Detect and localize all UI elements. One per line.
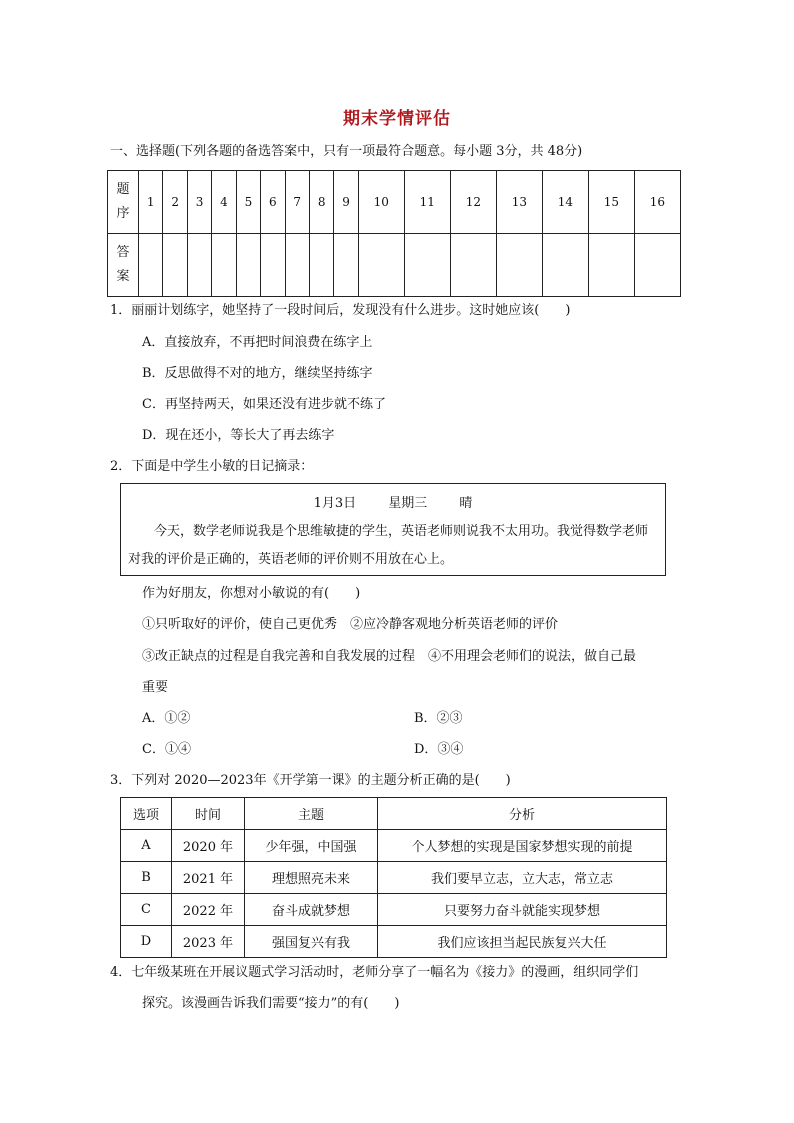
question-4-stem: 4．七年级某班在开展议题式学习活动时，老师分享了一幅名为《接力》的漫画，组织同学们: [110, 965, 639, 980]
grid-number: 2: [163, 171, 187, 234]
table-header: 主题: [245, 798, 378, 830]
answer-cell[interactable]: [236, 234, 260, 297]
table-cell: 我们要早立志，立大志，常立志: [378, 862, 667, 894]
diary-box: [120, 483, 666, 576]
answer-grid: [107, 170, 681, 297]
answer-cell[interactable]: [634, 234, 680, 297]
table-row: [121, 830, 667, 862]
answer-cell[interactable]: [163, 234, 187, 297]
grid-row-label: [108, 171, 139, 234]
q2-statements-wrap: 重要: [142, 680, 169, 695]
grid-number: 6: [261, 171, 285, 234]
label-char: 序: [116, 206, 130, 221]
diary-body: 今天，数学老师说我是个思维敏捷的学生，英语老师则说我不太用功。我觉得数学老师对我的评价是正确的，英语老师的评价则不用放在心上。: [128, 524, 649, 567]
question-3-stem: 3．下列对 2020—2023年《开学第一课》的主题分析正确的是( ): [110, 773, 511, 788]
grid-number: 14: [542, 171, 588, 234]
answer-cell[interactable]: [542, 234, 588, 297]
theme-analysis-table: [120, 797, 667, 958]
table-cell: 奋斗成就梦想: [245, 894, 378, 926]
grid-number: 8: [309, 171, 333, 234]
table-cell: 我们应该担当起民族复兴大任: [378, 926, 667, 958]
answer-cell[interactable]: [309, 234, 333, 297]
table-cell: D: [121, 926, 172, 958]
table-cell: 2023 年: [172, 926, 245, 958]
diary-weekday: 星期三: [388, 496, 428, 511]
table-cell: A: [121, 830, 172, 862]
answer-cell[interactable]: [285, 234, 309, 297]
table-cell: 2020 年: [172, 830, 245, 862]
label-char: 答: [116, 245, 130, 260]
grid-row-number: [108, 171, 681, 234]
page-title: 期末学情评估: [343, 109, 451, 129]
q2-ask: 作为好朋友，你想对小敏说的有( ): [142, 586, 361, 601]
answer-cell[interactable]: [404, 234, 450, 297]
grid-number: 15: [588, 171, 634, 234]
table-header: 分析: [378, 798, 667, 830]
table-row: [121, 926, 667, 958]
table-cell: 2022 年: [172, 894, 245, 926]
grid-row-answer: [108, 234, 681, 297]
q2-option-d: D．③④: [414, 742, 464, 757]
table-cell: C: [121, 894, 172, 926]
answer-cell[interactable]: [496, 234, 542, 297]
table-cell: 个人梦想的实现是国家梦想实现的前提: [378, 830, 667, 862]
grid-number: 7: [285, 171, 309, 234]
table-cell: 只要努力奋斗就能实现梦想: [378, 894, 667, 926]
table-header: 时间: [172, 798, 245, 830]
table-row: [121, 862, 667, 894]
grid-number: 12: [450, 171, 496, 234]
answer-cell[interactable]: [212, 234, 236, 297]
grid-number: 5: [236, 171, 260, 234]
table-cell: 少年强，中国强: [245, 830, 378, 862]
diary-date: 1月3日: [313, 496, 357, 511]
diary-date-line: [121, 492, 665, 511]
table-cell: 理想照亮未来: [245, 862, 378, 894]
question-4-stem-wrap: 探究。该漫画告诉我们需要“接力”的有( ): [142, 996, 400, 1011]
table-header-row: [121, 798, 667, 830]
diary-weather: 晴: [459, 496, 473, 511]
q2-statements-3-4: ③改正缺点的过程是自我完善和自我发展的过程 ④不用理会老师们的说法，做自己最: [142, 649, 637, 664]
q2-option-a: A．①②: [142, 711, 191, 726]
table-row: [121, 894, 667, 926]
grid-number: 9: [334, 171, 358, 234]
table-cell: 2021 年: [172, 862, 245, 894]
answer-cell[interactable]: [187, 234, 211, 297]
q2-statements-1-2: ①只听取好的评价，使自己更优秀 ②应冷静客观地分析英语老师的评价: [142, 617, 559, 632]
table-header: 选项: [121, 798, 172, 830]
answer-cell[interactable]: [588, 234, 634, 297]
grid-number: 4: [212, 171, 236, 234]
grid-row-label: [108, 234, 139, 297]
grid-number: 16: [634, 171, 680, 234]
q1-option-d: D．现在还小，等长大了再去练字: [142, 428, 335, 443]
q2-option-c: C．①④: [142, 742, 191, 757]
table-cell: B: [121, 862, 172, 894]
answer-cell[interactable]: [261, 234, 285, 297]
answer-cell[interactable]: [334, 234, 358, 297]
label-char: 案: [116, 269, 130, 284]
answer-cell[interactable]: [358, 234, 404, 297]
question-2-stem: 2．下面是中学生小敏的日记摘录：: [110, 459, 314, 474]
grid-number: 3: [187, 171, 211, 234]
q2-option-b: B．②③: [414, 711, 463, 726]
section-heading: 一、选择题(下列各题的备选答案中，只有一项最符合题意。每小题 3分，共 48分): [110, 144, 583, 159]
table-cell: 强国复兴有我: [245, 926, 378, 958]
q1-option-a: A．直接放弃，不再把时间浪费在练字上: [142, 335, 373, 350]
grid-number: 13: [496, 171, 542, 234]
grid-number: 1: [139, 171, 163, 234]
question-1-stem: 1．丽丽计划练字，她坚持了一段时间后，发现没有什么进步。这时她应该( ): [110, 303, 571, 318]
grid-number: 10: [358, 171, 404, 234]
answer-cell[interactable]: [139, 234, 163, 297]
grid-number: 11: [404, 171, 450, 234]
q1-option-c: C．再坚持两天，如果还没有进步就不练了: [142, 397, 386, 412]
label-char: 题: [116, 182, 130, 197]
answer-cell[interactable]: [450, 234, 496, 297]
q1-option-b: B．反思做得不对的地方，继续坚持练字: [142, 366, 373, 381]
